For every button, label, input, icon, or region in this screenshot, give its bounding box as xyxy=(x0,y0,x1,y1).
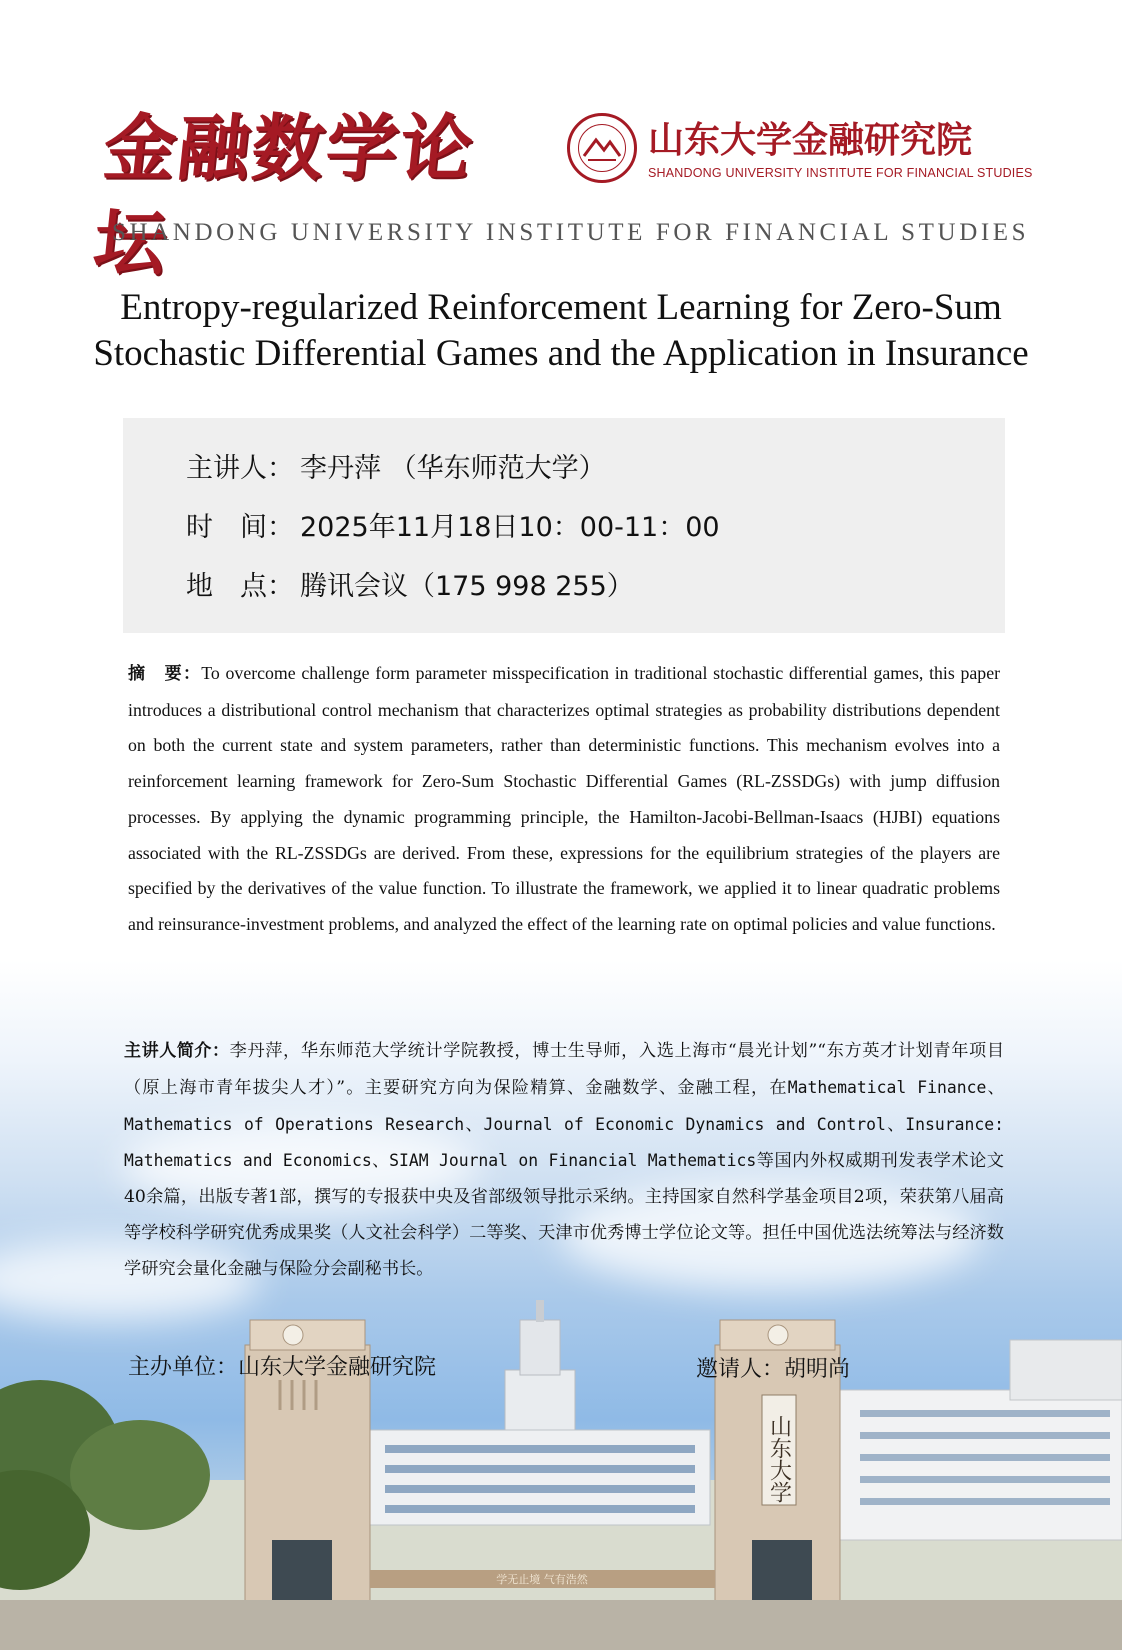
institute-banner-en: SHANDONG UNIVERSITY INSTITUTE FOR FINANCIAL STUDIES xyxy=(112,219,1030,246)
host-organization: 主办单位：山东大学金融研究院 xyxy=(128,1355,437,1380)
institute-name-en-small: SHANDONG UNIVERSITY INSTITUTE FOR FINANCIAL STUDIES xyxy=(648,166,1033,180)
gate-motto-text: 学无止境 气有浩然 xyxy=(496,1573,588,1586)
talk-title-line2: Stochastic Differential Games and the Application in Insurance xyxy=(93,333,1029,374)
university-seal-logo xyxy=(567,113,637,183)
place-value: 腾讯会议（175 998 255） xyxy=(300,571,634,602)
bio-label: 主讲人简介： xyxy=(124,1041,230,1061)
gate-plaque-text: 山东大学 xyxy=(766,1415,792,1503)
bio-text-part2: 等国内外权威期刊发表学术论文40余篇，出版专著1部，撰写的专报获中央及省部级领导批示采纳。主持国家自然科学基金项目2项，荣获第八届高等学校科学研究优秀成果奖（人文社会科学）二等奖、天津市优秀博士学位论文等。担任中国优选法统筹法与经济数学研究会量化金融与保险分会副秘书长。 xyxy=(124,1151,1004,1279)
place-label: 地 点： xyxy=(186,571,294,602)
abstract-label: 摘 要： xyxy=(128,664,202,684)
bio-text-part1: 李丹萍，华东师范大学统计学院教授，博士生导师，入选上海市“晨光计划”“东方英才计划青年项目（原上海市青年拔尖人才）”。主要研究方向为保险精算、金融数学、金融工程，在 xyxy=(124,1041,1005,1098)
talk-title-line1: Entropy-regularized Reinforcement Learning for Zero-Sum xyxy=(120,287,1002,328)
abstract-text: To overcome challenge form parameter misspecification in traditional stochastic differential games, this paper introduces a distributional control mechanism that characterizes optimal strategies as probability distributions dependent on both the current state and system parameters, rather than deterministic functions. This mechanism evolves into a reinforcement learning framework for Zero-Sum Stochastic Differential Games (RL-ZSSDGs) with jump diffusion processes. By applying the dynamic programming principle, the Hamilton-Jacobi-Bellman-Isaacs (HJBI) equations associated with the RL-ZSSDGs are derived. From these, expressions for the equilibrium strategies of the players are specified by the derivatives of the value function. To illustrate the framework, we applied it to linear quadratic problems and reinsurance-investment problems, and analyzed the effect of the learning rate on optimal policies and value functions. xyxy=(128,663,1001,934)
speaker-row xyxy=(186,447,986,491)
time-row xyxy=(186,506,986,550)
abstract xyxy=(128,656,1000,943)
bio-journals: Mathematical Finance、Mathematics of Operations Research、Journal of Economic Dynamics and Control、Insurance: Mathematics and Economics、SIAM Journal on Financial Mathematics xyxy=(124,1077,1004,1171)
speaker-label: 主讲人： xyxy=(186,453,294,484)
speaker-bio xyxy=(124,1034,1004,1288)
talk-title xyxy=(40,285,1082,377)
speaker-value: 李丹萍 （华东师范大学） xyxy=(300,453,606,484)
time-label: 时 间： xyxy=(186,512,294,543)
time-value: 2025年11月18日10：00-11：00 xyxy=(300,512,720,543)
inviter: 邀请人：胡明尚 xyxy=(696,1357,851,1382)
place-row xyxy=(186,565,986,609)
forum-title: 金融数学论坛 xyxy=(89,105,479,285)
institute-name-cn: 山东大学金融研究院 xyxy=(648,119,973,161)
